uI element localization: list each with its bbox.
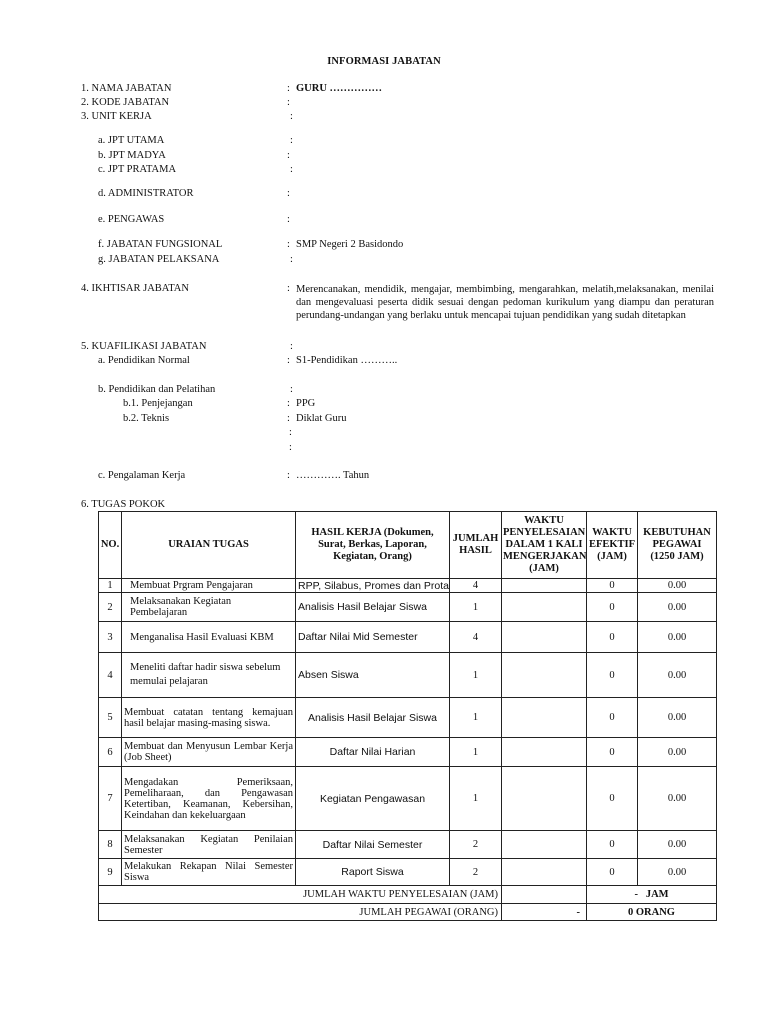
cell-efektif: 0: [587, 593, 638, 622]
field-jpt-pratama: [0, 163, 768, 177]
cell-kebutuhan: 0.00: [638, 622, 717, 653]
cell-jumlah: 1: [450, 738, 502, 767]
ikhtisar-description: Merencanakan, mendidik, mengajar, membimbing, mengarahkan, melatih,melaksanakan, menilai dan mengevaluasi peserta didik sesuai dengan pedoman kurikulum yang diampu dan peraturan perundang-undangan yang berlaku untuk mencapai tujuan pendidikan yang sudah ditetapkan: [296, 284, 714, 321]
field-value: S1-Pendidikan ………..: [296, 355, 398, 366]
total-waktu-blank: [502, 886, 587, 904]
field-label: 4. IKHTISAR JABATAN: [81, 283, 189, 294]
cell-efektif: 0: [587, 579, 638, 593]
header-kebutuhan-pegawai: KEBUTUHAN PEGAWAI (1250 JAM): [638, 512, 717, 579]
cell-efektif: 0: [587, 831, 638, 859]
field-empty-line: [0, 441, 768, 455]
cell-uraian: Mengadakan Pemeriksaan, Pemeliharaan, dan Pengawasan Ketertiban, Keamanan, Kebersihan, Keindahan dan kekeluargaan: [122, 767, 296, 831]
cell-efektif: 0: [587, 622, 638, 653]
field-value: GURU ……………: [296, 83, 383, 94]
cell-kebutuhan: 0.00: [638, 698, 717, 738]
field-pengawas: [0, 213, 768, 227]
cell-kebutuhan: 0.00: [638, 579, 717, 593]
field-label: f. JABATAN FUNGSIONAL: [98, 239, 223, 250]
cell-kebutuhan: 0.00: [638, 738, 717, 767]
cell-no: 1: [99, 579, 122, 593]
field-penjejangan: [0, 397, 768, 411]
table-row: [99, 738, 717, 767]
cell-no: 8: [99, 831, 122, 859]
field-colon: :: [287, 398, 290, 409]
cell-waktu: [502, 579, 587, 593]
cell-efektif: 0: [587, 698, 638, 738]
table-row: [99, 653, 717, 698]
cell-hasil: Daftar Nilai Harian: [296, 738, 450, 767]
field-jpt-utama: [0, 134, 768, 148]
field-kualifikasi: [0, 340, 768, 354]
cell-efektif: 0: [587, 767, 638, 831]
field-jabatan-fungsional: [0, 238, 768, 252]
cell-hasil: Analisis Hasil Belajar Siswa: [296, 593, 450, 622]
field-label: e. PENGAWAS: [98, 214, 165, 225]
cell-kebutuhan: 0.00: [638, 653, 717, 698]
field-colon: :: [289, 427, 292, 438]
cell-no: 9: [99, 859, 122, 886]
field-administrator: [0, 187, 768, 201]
field-label: b. Pendidikan dan Pelatihan: [98, 384, 216, 395]
field-pengalaman-kerja: [0, 469, 768, 483]
cell-waktu: [502, 767, 587, 831]
cell-waktu: [502, 831, 587, 859]
field-label: a. JPT UTAMA: [98, 135, 165, 146]
field-colon: :: [287, 413, 290, 424]
total-waktu-unit: JAM: [645, 889, 669, 900]
field-label: b. JPT MADYA: [98, 150, 166, 161]
cell-jumlah: 1: [450, 698, 502, 738]
total-pegawai-label: JUMLAH PEGAWAI (ORANG): [99, 904, 502, 921]
field-value: Diklat Guru: [296, 413, 347, 424]
cell-waktu: [502, 622, 587, 653]
field-colon: :: [290, 341, 293, 352]
cell-kebutuhan: 0.00: [638, 593, 717, 622]
field-colon: :: [287, 97, 290, 108]
total-pegawai-dash: -: [502, 904, 587, 921]
page-title: INFORMASI JABATAN: [327, 56, 441, 67]
cell-waktu: [502, 698, 587, 738]
cell-efektif: 0: [587, 738, 638, 767]
cell-no: 7: [99, 767, 122, 831]
cell-uraian: Membuat catatan tentang kemajuan hasil belajar masing-masing siswa.: [122, 698, 296, 738]
field-label: 5. KUAFILIKASI JABATAN: [81, 341, 207, 352]
field-colon: :: [290, 254, 293, 265]
cell-efektif: 0: [587, 653, 638, 698]
table-row: [99, 767, 717, 831]
field-colon: :: [290, 384, 293, 395]
cell-waktu: [502, 859, 587, 886]
field-label: d. ADMINISTRATOR: [98, 188, 194, 199]
tugas-pokok-table: [98, 511, 717, 921]
total-waktu-value: [587, 886, 717, 904]
cell-jumlah: 4: [450, 579, 502, 593]
cell-hasil: Analisis Hasil Belajar Siswa: [296, 698, 450, 738]
cell-jumlah: 4: [450, 622, 502, 653]
field-kode-jabatan: [0, 96, 768, 110]
field-label: g. JABATAN PELAKSANA: [98, 254, 220, 265]
table-row: [99, 698, 717, 738]
header-no: NO.: [99, 512, 122, 579]
field-pendidikan-pelatihan: [0, 383, 768, 397]
field-colon: :: [287, 83, 290, 94]
field-label: b.2. Teknis: [123, 413, 170, 424]
header-waktu-efektif: WAKTU EFEKTIF (JAM): [587, 512, 638, 579]
header-hasil-kerja: HASIL KERJA (Dokumen, Surat, Berkas, Laporan, Kegiatan, Orang): [296, 512, 450, 579]
cell-hasil: Daftar Nilai Mid Semester: [296, 622, 450, 653]
field-colon: :: [289, 442, 292, 453]
cell-kebutuhan: 0.00: [638, 831, 717, 859]
cell-uraian: Melaksanakan Kegiatan Pembelajaran: [122, 593, 296, 622]
field-colon: :: [290, 135, 293, 146]
field-unit-kerja: [0, 110, 768, 124]
cell-no: 3: [99, 622, 122, 653]
field-label: a. Pendidikan Normal: [98, 355, 190, 366]
cell-jumlah: 1: [450, 767, 502, 831]
field-colon: :: [287, 150, 290, 161]
total-pegawai-value: 0 ORANG: [587, 904, 717, 921]
cell-waktu: [502, 653, 587, 698]
cell-efektif: 0: [587, 859, 638, 886]
field-colon: :: [287, 214, 290, 225]
cell-hasil: Kegiatan Pengawasan: [296, 767, 450, 831]
field-teknis: [0, 412, 768, 426]
table-header-row: [99, 512, 717, 579]
cell-no: 6: [99, 738, 122, 767]
cell-kebutuhan: 0.00: [638, 859, 717, 886]
field-label: 2. KODE JABATAN: [81, 97, 170, 108]
table-row: [99, 859, 717, 886]
section-tugas-pokok: [0, 498, 768, 512]
field-colon: :: [287, 283, 290, 294]
field-pendidikan-formal: [0, 354, 768, 368]
cell-jumlah: 2: [450, 859, 502, 886]
field-empty-line: [0, 426, 768, 440]
field-colon: :: [287, 470, 290, 481]
field-label: b.1. Penjejangan: [123, 398, 193, 409]
cell-hasil: RPP, Silabus, Promes dan Prota: [296, 579, 450, 593]
total-waktu-dash: -: [634, 889, 638, 900]
field-label: c. Pengalaman Kerja: [98, 470, 186, 481]
section-label: 6. TUGAS POKOK: [81, 499, 166, 510]
cell-waktu: [502, 738, 587, 767]
field-label: c. JPT PRATAMA: [98, 164, 177, 175]
field-label: 3. UNIT KERJA: [81, 111, 152, 122]
cell-uraian: Menganalisa Hasil Evaluasi KBM: [122, 622, 296, 653]
cell-no: 2: [99, 593, 122, 622]
cell-uraian: Meneliti daftar hadir siswa sebelum memulai pelajaran: [122, 653, 296, 698]
table-row: [99, 622, 717, 653]
header-uraian: URAIAN TUGAS: [122, 512, 296, 579]
field-colon: :: [290, 111, 293, 122]
cell-hasil: Absen Siswa: [296, 653, 450, 698]
cell-jumlah: 1: [450, 653, 502, 698]
field-colon: :: [290, 164, 293, 175]
cell-uraian: Melaksanakan Kegiatan Penilaian Semester: [122, 831, 296, 859]
field-value: SMP Negeri 2 Basidondo: [296, 239, 404, 250]
cell-uraian: Membuat dan Menyusun Lembar Kerja (Job Sheet): [122, 738, 296, 767]
field-colon: :: [287, 355, 290, 366]
field-jpt-madya: [0, 149, 768, 163]
field-label: 1. NAMA JABATAN: [81, 83, 172, 94]
total-pegawai-row: [99, 904, 717, 921]
header-jumlah-hasil: JUMLAH HASIL: [450, 512, 502, 579]
cell-jumlah: 2: [450, 831, 502, 859]
cell-hasil: Daftar Nilai Semester: [296, 831, 450, 859]
header-waktu-penyelesaian: WAKTU PENYELESAIAN DALAM 1 KALI MENGERJAKAN (JAM): [502, 512, 587, 579]
total-waktu-row: [99, 886, 717, 904]
cell-uraian: Melakukan Rekapan Nilai Semester Siswa: [122, 859, 296, 886]
cell-uraian: Membuat Prgram Pengajaran: [122, 579, 296, 593]
table-row: [99, 593, 717, 622]
cell-no: 5: [99, 698, 122, 738]
cell-no: 4: [99, 653, 122, 698]
field-value: …………. Tahun: [296, 470, 370, 481]
cell-waktu: [502, 593, 587, 622]
field-value: PPG: [296, 398, 316, 409]
field-colon: :: [287, 188, 290, 199]
cell-hasil: Raport Siswa: [296, 859, 450, 886]
table-row: [99, 831, 717, 859]
field-jabatan-pelaksana: [0, 253, 768, 267]
total-waktu-label: JUMLAH WAKTU PENYELESAIAN (JAM): [99, 886, 502, 904]
cell-jumlah: 1: [450, 593, 502, 622]
field-nama-jabatan: [0, 82, 768, 96]
table-row: [99, 579, 717, 593]
field-colon: :: [287, 239, 290, 250]
cell-kebutuhan: 0.00: [638, 767, 717, 831]
